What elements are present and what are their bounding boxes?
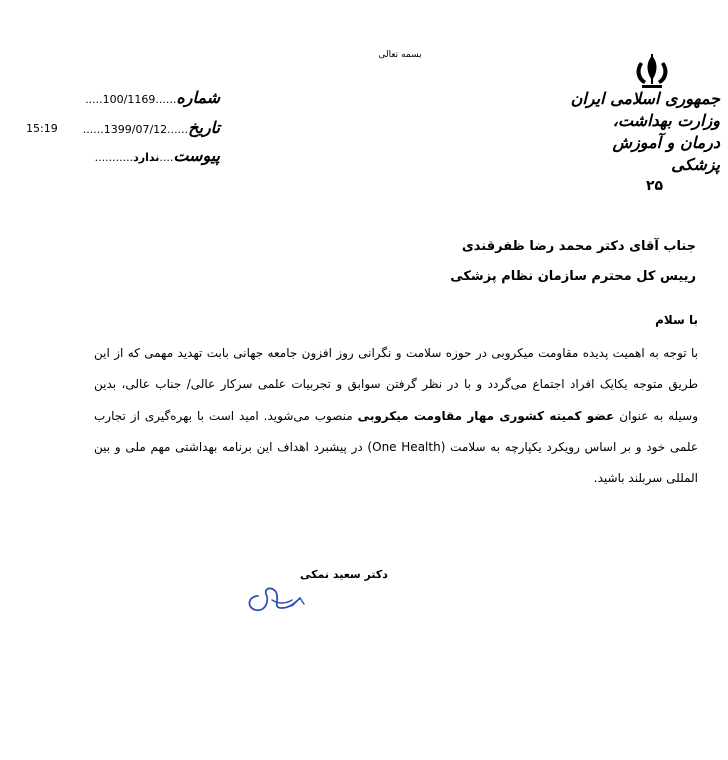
date-row: تاریخ......1399/07/12...... — [82, 118, 220, 137]
addressee-block — [450, 232, 696, 292]
handwritten-signature — [242, 574, 312, 618]
ministry-line-1: جمهوری اسلامی ایران — [570, 89, 720, 108]
iran-emblem-icon — [630, 52, 674, 92]
body-text-start: با توجه به اهمیت پدیده مقاومت میکروبی در حوزه سلامت و نگرانی روز افزون جامعه جهانی بابت تهدید مهمی که از این طریق متوجه یکایک افراد اجتماع می‌گردد و با در نظر گرفتن سوابق و تجربیات علمی سرکار عالی/ جناب عالی، بدین وسیله به عنوان — [94, 346, 698, 423]
attachment-row: پیوست....ندارد........... — [94, 146, 220, 165]
attachment-value: ندارد — [133, 151, 160, 164]
date-label: تاریخ — [188, 118, 220, 137]
ministry-logo-text — [570, 88, 720, 176]
letter-body — [94, 338, 698, 494]
document-mark: ۲۵ — [646, 178, 664, 194]
addressee-title: رییس کل محترم سازمان نظام پزشکی — [450, 269, 696, 284]
number-label: شماره — [176, 88, 220, 107]
attachment-label: پیوست — [173, 146, 220, 165]
time-stamp: 15:19 — [26, 122, 58, 135]
committee-title: عضو کمیته کشوری مهار مقاومت میکروبی — [357, 408, 615, 423]
body-text-end: منصوب می‌شوید. امید است با بهره‌گیری از تجارب علمی خود و بر اساس رویکرد یکپارچه به سلامت (One Health) در پیشبرد اهداف این برنامه بهداشتی مهم ملی و بین المللی سربلند باشید. — [94, 408, 699, 486]
addressee-name: جناب آقای دکتر محمد رضا ظفرقندی — [461, 239, 696, 254]
number-row: شماره......100/1169..... — [85, 88, 220, 107]
signer-name: دکتر سعید نمکی — [300, 568, 388, 581]
greeting: با سلام — [655, 313, 698, 327]
bismillah-heading: بسمه تعالی — [378, 50, 422, 60]
number-value: 100/1169 — [102, 93, 156, 106]
date-value: 1399/07/12 — [103, 123, 168, 136]
ministry-line-2: وزارت بهداشت، درمان و آموزش پزشکی — [612, 111, 720, 174]
